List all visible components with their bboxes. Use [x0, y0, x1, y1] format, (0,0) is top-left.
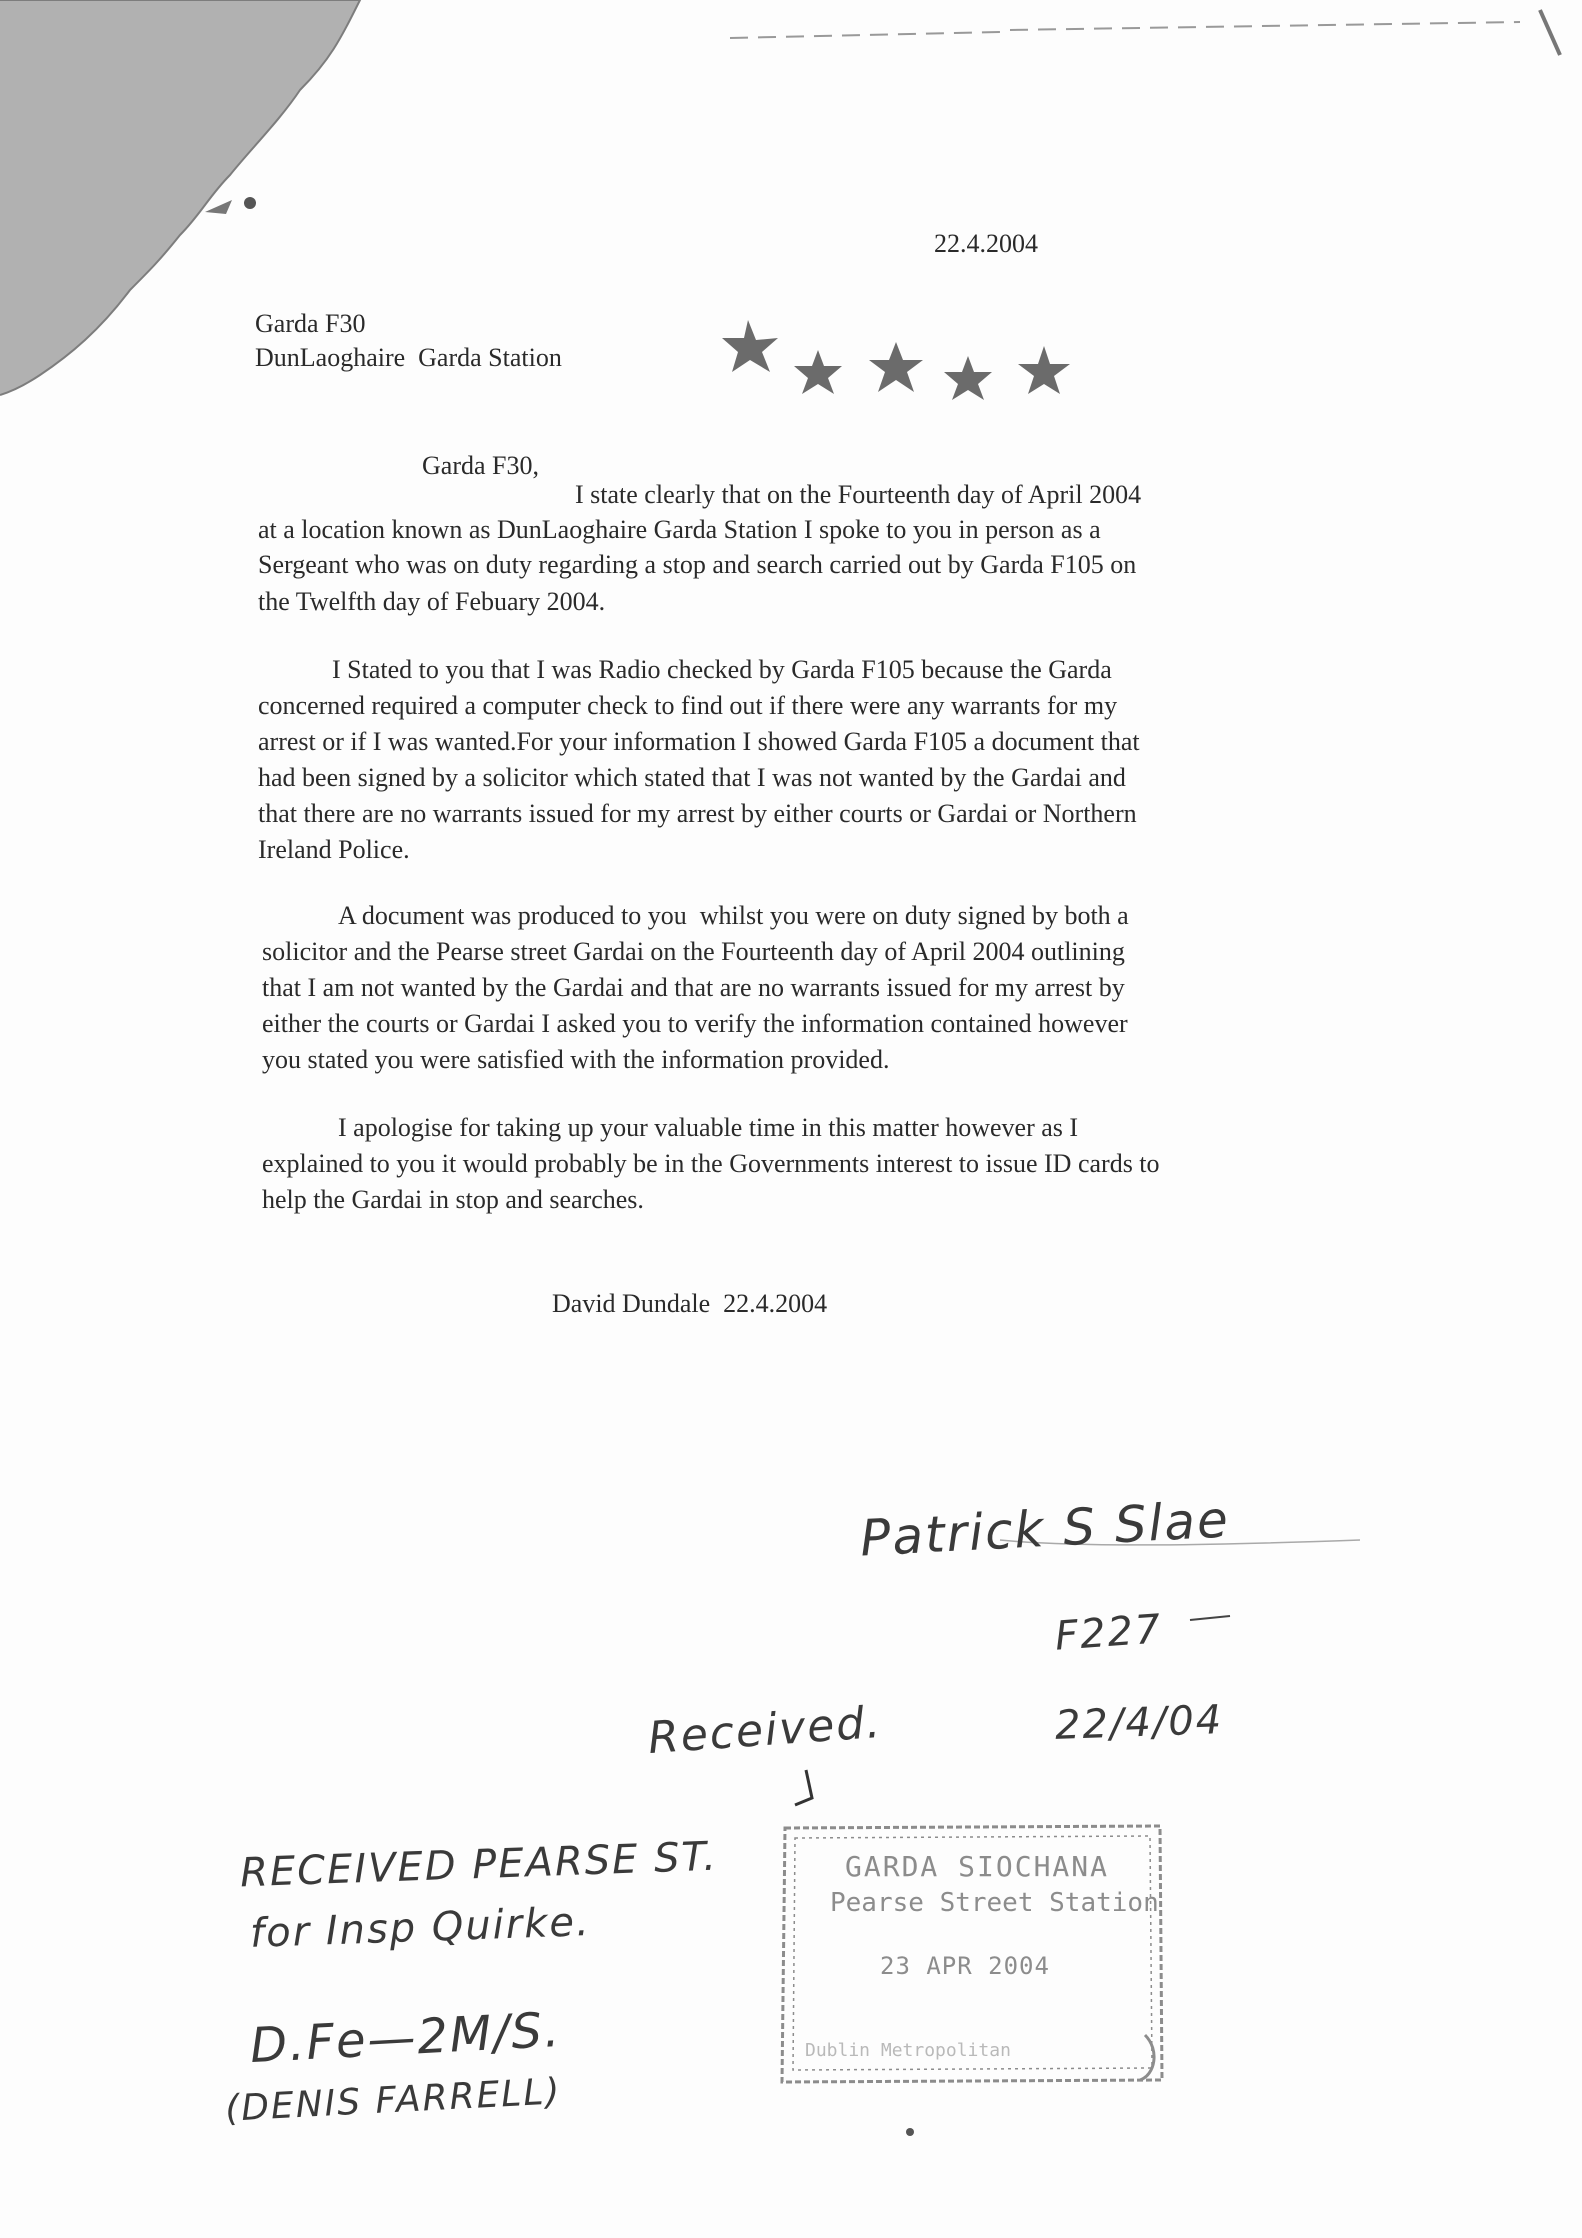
letter-signoff: David Dundale 22.4.2004 — [552, 1289, 828, 1318]
star-marks — [722, 320, 1070, 400]
scan-speck-2 — [205, 200, 232, 214]
stamp-region: Dublin Metropolitan — [805, 2040, 1011, 2061]
paragraph-1-line: the Twelfth day of Febuary 2004. — [258, 587, 606, 616]
star-mark — [869, 342, 923, 392]
paragraph-2-line: Ireland Police. — [258, 835, 410, 864]
paragraph-4-line: I apologise for taking up your valuable time in this matter however as I — [338, 1113, 1079, 1142]
paragraph-3-line: solicitor and the Pearse street Gardai on the Fourteenth day of April 2004 outlining — [262, 937, 1125, 966]
top-right-edge-mark — [1540, 10, 1560, 55]
paragraph-2-line: concerned required a computer check to find out if there were any warrants for my — [258, 691, 1118, 720]
handwritten-bottom-signature: D.Fe—2M/S. — [248, 2001, 563, 2075]
salutation: Garda F30, — [422, 451, 539, 480]
paragraph-2-line: I Stated to you that I was Radio checked by Garda F105 because the Garda — [332, 655, 1112, 684]
handwritten-signature: Patrick S Slae — [858, 1490, 1232, 1568]
paragraph-3-line: either the courts or Gardai I asked you to verify the information contained however — [262, 1009, 1128, 1038]
paragraph-2-line: had been signed by a solicitor which stated that I was not wanted by the Gardai and — [258, 763, 1126, 792]
handwritten-pearse-note-line-2: for Insp Quirke. — [249, 1899, 592, 1957]
paragraph-2-line: that there are no warrants issued for my arrest by either courts or Gardai or Northern — [258, 799, 1137, 828]
handwritten-officer-number: F227 — [1053, 1606, 1164, 1660]
star-mark — [944, 356, 992, 400]
handwritten-received: Received. — [646, 1696, 884, 1765]
paragraph-1-line: at a location known as DunLaoghaire Garda Station I spoke to you in person as a — [258, 515, 1101, 544]
f227-underline-stroke — [1190, 1616, 1230, 1620]
recipient-line-1: Garda F30 — [255, 309, 366, 338]
handwritten-bottom-name: (DENIS FARRELL) — [224, 2071, 563, 2130]
stamp-date: 23 APR 2004 — [880, 1952, 1050, 1980]
scan-speck — [244, 197, 256, 209]
paragraph-4-line: help the Gardai in stop and searches. — [262, 1185, 644, 1214]
letter-date: 22.4.2004 — [934, 229, 1038, 258]
handwritten-received-date: 22/4/04 — [1054, 1697, 1224, 1749]
paragraph-3-line: you stated you were satisfied with the information provided. — [262, 1045, 890, 1074]
received-tick — [795, 1770, 812, 1805]
star-mark — [794, 350, 842, 394]
scan-speck-3 — [906, 2128, 914, 2136]
paragraph-4-line: explained to you it would probably be in the Governments interest to issue ID cards to — [262, 1149, 1160, 1178]
top-scan-line — [730, 22, 1520, 38]
stamp-title: GARDA SIOCHANA — [845, 1850, 1110, 1883]
paragraph-1-line: I state clearly that on the Fourteenth day of April 2004 — [575, 480, 1142, 509]
recipient-line-2: DunLaoghaire Garda Station — [255, 343, 562, 372]
star-mark — [1018, 346, 1070, 394]
handwritten-pearse-note-line-1: RECEIVED PEARSE ST. — [239, 1833, 719, 1897]
paragraph-1-line: Sergeant who was on duty regarding a stop and search carried out by Garda F105 on — [258, 550, 1137, 579]
paragraph-3-line: A document was produced to you whilst you were on duty signed by both a — [338, 901, 1129, 930]
stamp-station: Pearse Street Station — [830, 1888, 1159, 1918]
paragraph-3-line: that I am not wanted by the Gardai and that are no warrants issued for my arrest by — [262, 973, 1125, 1002]
star-mark — [722, 320, 778, 372]
paragraph-2-line: arrest or if I was wanted.For your information I showed Garda F105 a document that — [258, 727, 1140, 756]
